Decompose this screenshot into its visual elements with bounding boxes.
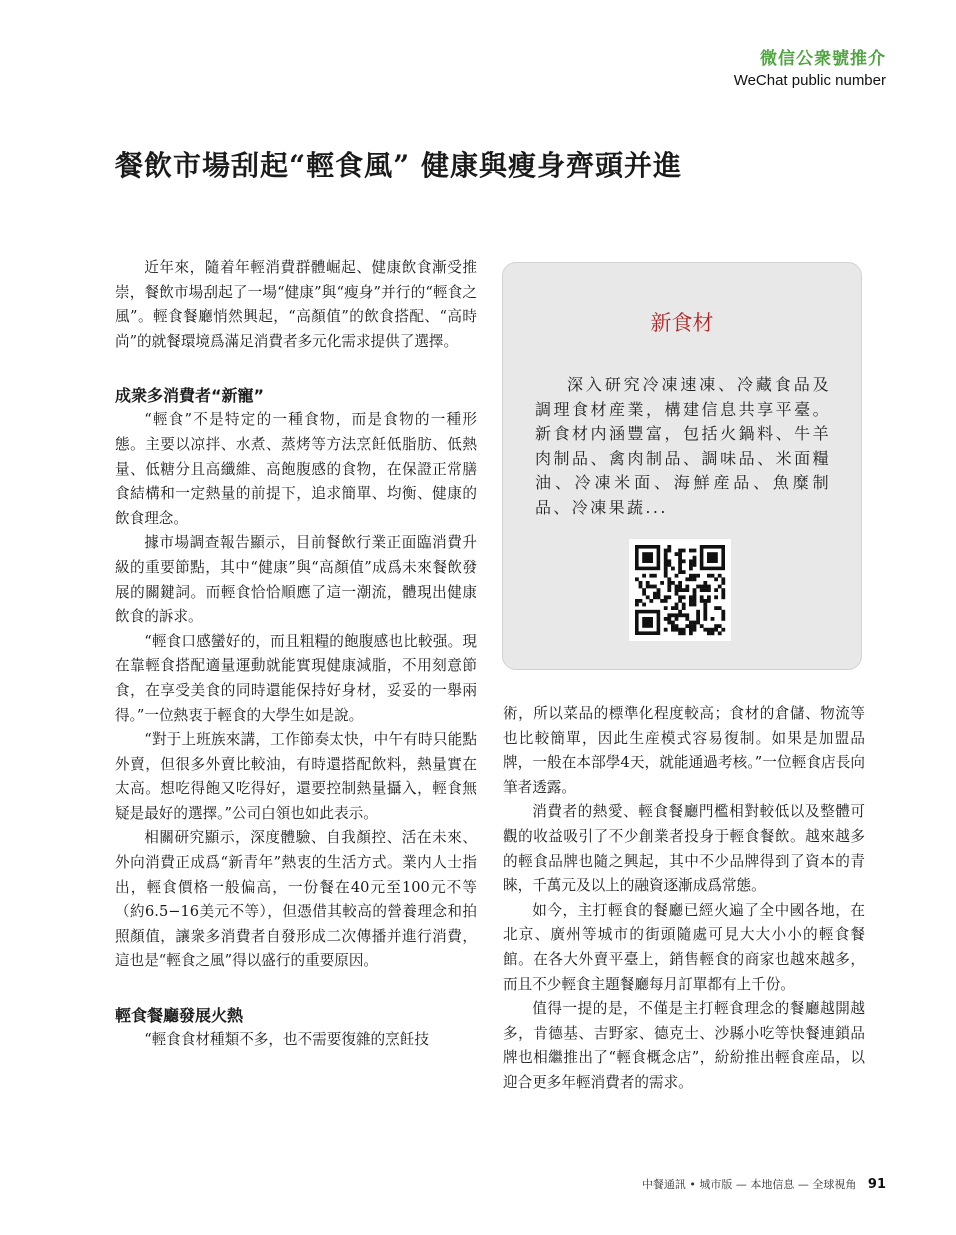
body-paragraph: 值得一提的是，不僅是主打輕食理念的餐廳越開越多，肯德基、吉野家、德克士、沙縣小吃等快餐連鎖品牌也相繼推出了“輕食概念店”，紛紛推出輕食産品，以迎合更多年輕消費者的需求。 (503, 1000, 865, 1091)
body-paragraph: 如今，主打輕食的餐廳已經火遍了全中國各地，在北京、廣州等城市的街頭隨處可見大大小小的輕食餐館。在各大外賣平臺上，銷售輕食的商家也越來越多，而且不少輕食主題餐廳每月訂單都有上千份。 (503, 901, 865, 993)
intro-paragraph: 近年來，隨着年輕消費群體崛起、健康飲食漸受推崇，餐飲市場刮起了一場“健康”與“瘦身”并行的“輕食之風”。輕食餐廳悄然興起，“高顏值”的飲食搭配、“高時尚”的就餐環境爲滿足消費者多元化需求提供了選擇。 (115, 259, 477, 350)
article-right-column (503, 702, 865, 1096)
body-paragraph: 消費者的熱愛、輕食餐廳門檻相對較低以及整體可觀的收益吸引了不少創業者投身于輕食餐飲。越來越多的輕食品牌也隨之興起，其中不少品牌得到了資本的青睞，千萬元及以上的融資逐漸成爲常態。 (503, 803, 865, 895)
qr-code-icon (629, 539, 731, 641)
body-paragraph: 相關研究顯示，深度體驗、自我顏控、活在未來、外向消費正成爲“新青年”熱衷的生活方式。業内人士指出，輕食價格一般偏高，一份餐在40元至100元不等（約6.5−16美元不等），但憑借其較高的營養理念和拍照顏值，讓衆多消費者自發形成二次傳播并進行消費，這也是“輕食之風”得以盛行的重要原因。 (115, 829, 477, 970)
body-paragraph: “輕食”不是特定的一種食物，而是食物的一種形態。主要以凉拌、水煮、蒸烤等方法烹飪低脂肪、低熱量、低糖分且高纖維、高飽腹感的食物，在保證正常膳食結構和一定熱量的前提下，追求簡單、均衡、健康的飲食理念。 (115, 411, 477, 527)
page-footer (642, 1176, 886, 1192)
footer-publication: 中餐通訊 • 城市版 — 本地信息 — 全球視角 (641, 1178, 857, 1191)
body-paragraph: “輕食食材種類不多，也不需要復雜的烹飪技 (144, 1031, 429, 1049)
section-heading: 成衆多消費者“新寵” (115, 386, 265, 406)
card-body: 深入研究冷凍速凍、冷藏食品及調理食材産業，構建信息共享平臺。新食材内涵豐富，包括火鍋料、牛羊肉制品、禽肉制品、調味品、米面糧油、冷凍米面、海鮮産品、魚糜制品、冷凍果蔬... (535, 375, 831, 517)
body-paragraph: “對于上班族來講，工作節奏太快，中午有時只能點外賣，但很多外賣比較油，有時還搭配飲料，熱量實在太高。想吃得飽又吃得好，還要控制熱量攝入，輕食無疑是最好的選擇。”公司白領也如此表示。 (115, 731, 477, 822)
header-label-cn: 微信公衆號推介 (760, 49, 886, 69)
article-left-column (115, 256, 477, 1053)
body-paragraph: 據市場調查報告顯示，目前餐飲行業正面臨消費升級的重要節點，其中“健康”與“高顏值”成爲未來餐飲發展的關鍵詞。而輕食恰恰順應了這一潮流，體現出健康飲食的訴求。 (115, 534, 477, 626)
card-title: 新食材 (650, 311, 714, 335)
article-title: 餐飲市場刮起“輕食風” 健康與瘦身齊頭并進 (115, 149, 682, 182)
body-paragraph: “輕食口感蠻好的，而且粗糧的飽腹感也比較强。現在靠輕食搭配適量運動就能實現健康減脂，不用刻意節食，在享受美食的同時還能保持好身材，妥妥的一舉兩得。”一位熱衷于輕食的大學生如是說。 (115, 632, 477, 724)
section-heading: 輕食餐廳發展火熱 (115, 1006, 244, 1026)
body-paragraph-continued: 術，所以菜品的標準化程度較高；食材的倉儲、物流等也比較簡單，因此生産模式容易復制。如果是加盟品牌，一般在本部學4天，就能通過考核。”一位輕食店長向筆者透露。 (503, 705, 865, 796)
sidebar-card (502, 262, 862, 670)
header-label-en: WeChat public number (733, 72, 886, 89)
page-number: 91 (867, 1177, 886, 1192)
